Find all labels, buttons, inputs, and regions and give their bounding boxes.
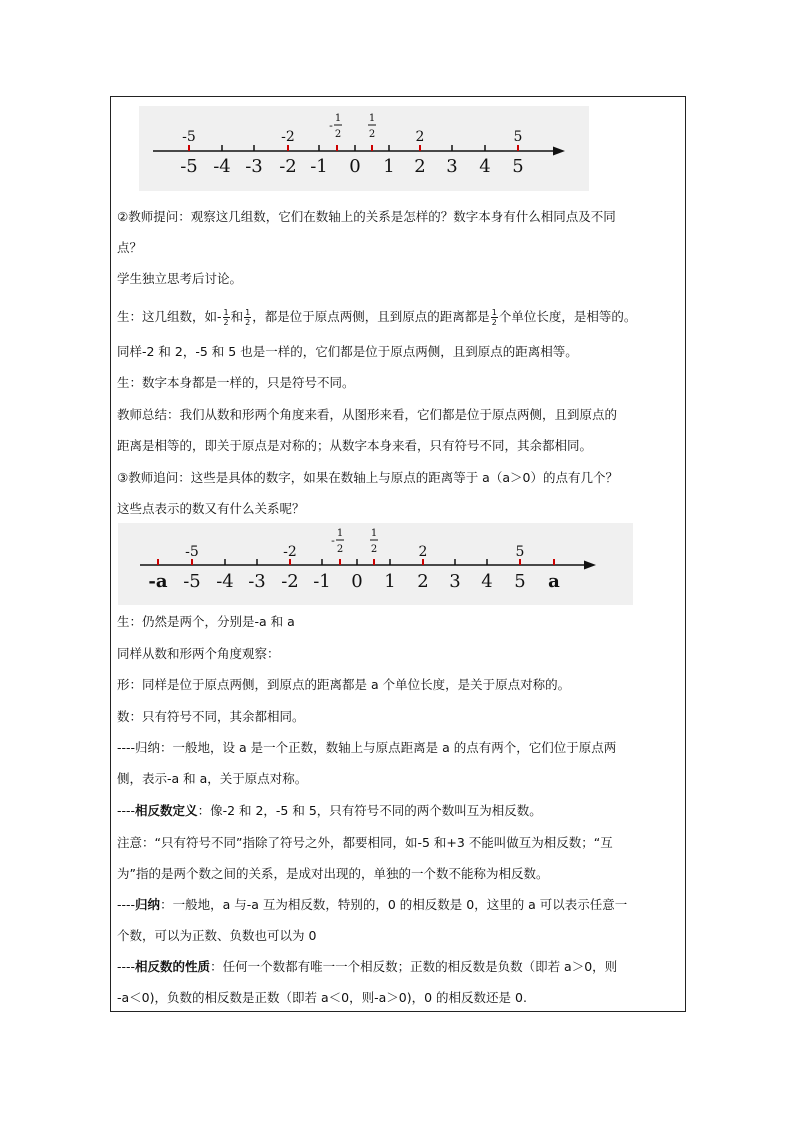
number-line-figure-2: [118, 523, 633, 605]
half-numerator: 1: [334, 113, 342, 124]
text-line: 这些点表示的数又有什么关系呢？: [117, 501, 305, 516]
paragraph-note: [117, 827, 681, 889]
text-line: ②教师提问：观察这几组数，它们在数轴上的关系是怎样的？数字本身有什么相同点及不同: [117, 209, 616, 224]
marked-label: -2: [283, 544, 297, 560]
axis-label: -5: [180, 156, 198, 177]
axis-label: -2: [281, 571, 299, 592]
axis-label: 5: [512, 156, 524, 177]
text-segment: 个单位长度，是相等的。: [498, 309, 637, 324]
text-segment: ：任何一个数都有唯一一个相反数；正数的相反数是负数（即若 a＞0，则: [210, 959, 618, 974]
text-line: 点？: [117, 240, 143, 255]
axis-label: -2: [279, 156, 297, 177]
text-line: 侧，表示-a 和 a，关于原点对称。: [117, 771, 308, 786]
axis-label: -3: [245, 156, 263, 177]
text-line: 同样-2 和 2，-5 和 5 也是一样的，它们都是位于原点两侧，且到原点的距离相等。: [117, 344, 578, 359]
text-line: 生：仍然是两个，分别是-a 和 a: [117, 614, 295, 629]
marked-label: 5: [515, 544, 525, 560]
paragraph-induction-2: [117, 889, 681, 951]
paragraph-student-answer-1: [117, 301, 681, 332]
axis-label: -5: [183, 571, 201, 592]
text-line: 形：同样是位于原点两侧，到原点的距离都是 a 个单位长度，是关于原点对称的。: [117, 677, 571, 692]
text-line: 教师总结：我们从数和形两个角度来看，从图形来看，它们都是位于原点两侧，且到原点的: [117, 407, 618, 422]
text-line: ----归纳：一般地，设 a 是一个正数，数轴上与原点距离是 a 的点有两个，它们位于原点两: [117, 740, 617, 755]
fraction-denominator: 2: [491, 318, 497, 327]
negative-a-label: -a: [148, 571, 168, 592]
paragraph-teacher-followup: [117, 462, 681, 524]
text-line: 为”指的是两个数之间的关系，是成对出现的，单独的一个数不能称为相反数。: [117, 866, 549, 881]
paragraph-student-answer-3: [117, 606, 681, 637]
text-segment: ----: [117, 959, 136, 974]
axis-label: 1: [384, 571, 396, 592]
axis-label: 1: [383, 156, 395, 177]
half-denominator: 2: [370, 544, 378, 555]
paragraph-similarly: [117, 336, 681, 367]
marked-label: 2: [418, 544, 428, 560]
paragraph-definition: [117, 795, 681, 826]
fraction-denominator: 2: [245, 318, 251, 327]
fraction-numerator: 1: [223, 308, 229, 317]
half-denominator: 2: [368, 129, 376, 140]
half-denominator: 2: [334, 129, 342, 140]
axis-label: -1: [310, 156, 328, 177]
text-line: 数：只有符号不同，其余都相同。: [117, 709, 305, 724]
axis-label: 4: [481, 571, 493, 592]
axis-label: -3: [248, 571, 266, 592]
text-line: 个数，可以为正数、负数也可以为 0: [117, 928, 317, 943]
axis-label: -4: [213, 156, 231, 177]
half-minus: -: [329, 119, 333, 132]
text-segment: ，都是位于原点两侧，且到原点的距离都是: [252, 309, 490, 324]
paragraph-number: [117, 701, 681, 732]
half-denominator: 2: [336, 544, 344, 555]
text-segment: 和: [230, 309, 244, 324]
text-segment: ----: [117, 803, 136, 818]
marked-label: -2: [281, 129, 295, 145]
paragraph-observe: [117, 638, 681, 669]
paragraph-property: [117, 951, 681, 1013]
text-line: 距离是相等的，即关于原点是对称的；从数字本身来看，只有符号不同，其余都相同。: [117, 438, 593, 453]
positive-a-label: a: [548, 571, 560, 592]
half-numerator: 1: [336, 528, 344, 539]
property-heading: 相反数的性质: [135, 959, 211, 974]
axis-label: 0: [351, 571, 363, 592]
paragraph-student-discuss: [117, 263, 681, 294]
axis-label: 5: [514, 571, 526, 592]
marked-label: 2: [415, 129, 425, 145]
fraction-half: [244, 308, 251, 327]
axis-label: 0: [349, 156, 361, 177]
number-line-1-arrow: [553, 147, 565, 156]
axis-label: 4: [479, 156, 491, 177]
axis-label: 2: [417, 571, 429, 592]
axis-label: 2: [414, 156, 426, 177]
axis-label: -1: [313, 571, 331, 592]
text-segment: ----: [117, 897, 136, 912]
paragraph-teacher-summary: [117, 399, 681, 461]
fraction-numerator: 1: [491, 308, 497, 317]
fraction-denominator: 2: [223, 318, 229, 327]
text-line: ③教师追问：这些是具体的数字，如果在数轴上与原点的距离等于 a（a＞0）的点有几个？: [117, 470, 618, 485]
induction-heading: 归纳: [135, 897, 161, 912]
paragraph-induction-1: [117, 732, 681, 794]
paragraph-student-answer-2: [117, 367, 681, 398]
half-numerator: 1: [370, 528, 378, 539]
marked-label: -5: [185, 544, 199, 560]
text-segment: ：一般地，a 与-a 互为相反数，特别的，0 的相反数是 0，这里的 a 可以表示任意一: [160, 897, 628, 912]
text-line: -a＜0)，负数的相反数是正数（即若 a＜0，则-a＞0)，0 的相反数还是 0.: [117, 990, 527, 1005]
text-segment: 生：这几组数，如-: [117, 309, 222, 324]
marked-label: 5: [513, 129, 523, 145]
number-line-1-svg: [139, 106, 589, 191]
half-numerator: 1: [368, 113, 376, 124]
axis-label: 3: [446, 156, 458, 177]
text-line: 生：数字本身都是一样的，只是符号不同。: [117, 375, 355, 390]
number-line-2-arrow: [584, 561, 596, 570]
fraction-numerator: 1: [245, 308, 251, 317]
text-line: 注意：“只有符号不同”指除了符号之外，都要相同，如-5 和+3 不能叫做互为相反数；“互: [117, 835, 613, 850]
paragraph-shape: [117, 669, 681, 700]
axis-label: 3: [449, 571, 461, 592]
number-line-figure-1: [139, 106, 589, 191]
number-line-2-svg: [118, 523, 633, 605]
half-minus: -: [331, 534, 335, 547]
axis-label: -4: [216, 571, 234, 592]
fraction-half: [223, 308, 230, 327]
paragraph-teacher-question: [117, 201, 681, 263]
definition-heading: 相反数定义: [135, 803, 198, 818]
fraction-half: [491, 308, 498, 327]
text-segment: ：像-2 和 2，-5 和 5，只有符号不同的两个数叫互为相反数。: [197, 803, 542, 818]
text-line: 学生独立思考后讨论。: [117, 271, 243, 286]
marked-label: -5: [182, 129, 196, 145]
text-line: 同样从数和形两个角度观察：: [117, 646, 280, 661]
